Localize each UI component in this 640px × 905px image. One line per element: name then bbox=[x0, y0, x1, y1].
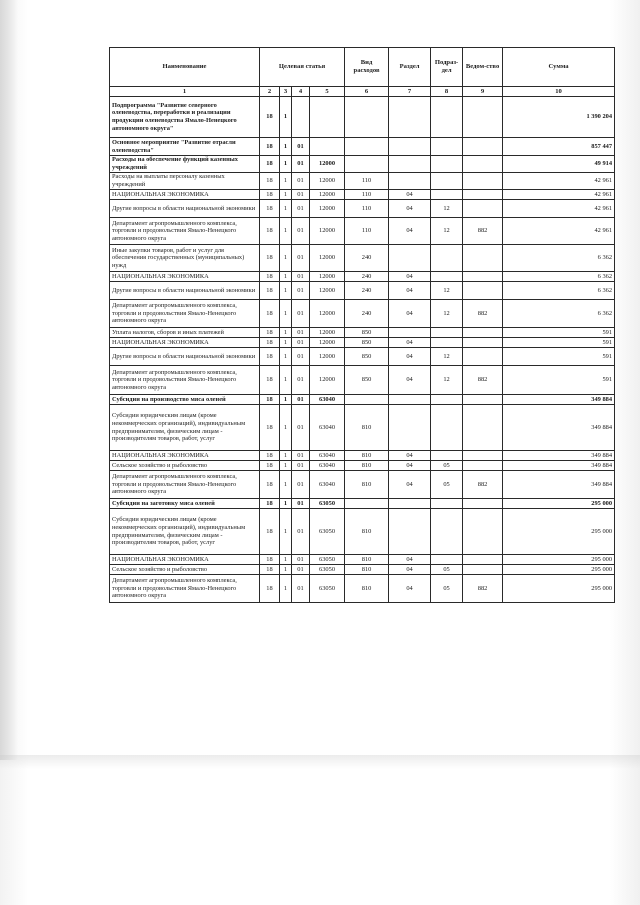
target-code-program: 18 bbox=[260, 405, 280, 451]
expense-type: 110 bbox=[345, 200, 389, 218]
target-code-program: 18 bbox=[260, 509, 280, 555]
target-code-subprogram: 1 bbox=[280, 366, 292, 395]
subsection-code: 05 bbox=[431, 471, 463, 499]
table-row bbox=[110, 348, 615, 366]
amount: 6 362 bbox=[503, 300, 615, 328]
target-code-subprogram: 1 bbox=[280, 471, 292, 499]
expense-type: 810 bbox=[345, 565, 389, 575]
amount: 591 bbox=[503, 366, 615, 395]
target-code-direction: 12000 bbox=[310, 200, 345, 218]
target-code-subprogram: 1 bbox=[280, 190, 292, 200]
expense-type bbox=[345, 97, 389, 138]
section-code bbox=[389, 395, 431, 405]
table-row bbox=[110, 138, 615, 156]
department-code bbox=[463, 190, 503, 200]
row-name: Другие вопросы в области национальной экономики bbox=[110, 200, 260, 218]
table-row bbox=[110, 272, 615, 282]
target-code-event: 01 bbox=[292, 300, 310, 328]
target-code-program: 18 bbox=[260, 190, 280, 200]
target-code-direction: 12000 bbox=[310, 348, 345, 366]
department-code bbox=[463, 348, 503, 366]
row-name: Департамент агропромышленного комплекса, торговли и продовольствия Ямало-Ненецкого автономного округа bbox=[110, 575, 260, 603]
target-code-direction: 63040 bbox=[310, 471, 345, 499]
target-code-subprogram: 1 bbox=[280, 138, 292, 156]
expense-type: 240 bbox=[345, 245, 389, 272]
row-name: Иные закупки товаров, работ и услуг для обеспечения государственных (муниципальных) нужд bbox=[110, 245, 260, 272]
amount: 49 914 bbox=[503, 156, 615, 173]
target-code-direction bbox=[310, 97, 345, 138]
department-code bbox=[463, 97, 503, 138]
subsection-code: 12 bbox=[431, 200, 463, 218]
target-code-direction: 63050 bbox=[310, 575, 345, 603]
target-code-subprogram: 1 bbox=[280, 300, 292, 328]
table-row bbox=[110, 282, 615, 300]
subsection-code bbox=[431, 156, 463, 173]
expense-type: 810 bbox=[345, 471, 389, 499]
row-name: Субсидии юридическим лицам (кроме некоммерческих организаций), индивидуальным предпринимателям, физическим лицам - производителям товаров, работ, услуг bbox=[110, 405, 260, 451]
target-code-subprogram: 1 bbox=[280, 565, 292, 575]
department-code bbox=[463, 509, 503, 555]
target-code-event: 01 bbox=[292, 173, 310, 190]
section-code: 04 bbox=[389, 190, 431, 200]
expense-type bbox=[345, 499, 389, 509]
target-code-event: 01 bbox=[292, 272, 310, 282]
col-number: 5 bbox=[310, 87, 345, 97]
table-row bbox=[110, 451, 615, 461]
section-code bbox=[389, 499, 431, 509]
table-row bbox=[110, 555, 615, 565]
subsection-code: 12 bbox=[431, 218, 463, 245]
section-code: 04 bbox=[389, 461, 431, 471]
expense-type bbox=[345, 156, 389, 173]
target-code-direction bbox=[310, 138, 345, 156]
department-code bbox=[463, 395, 503, 405]
section-code: 04 bbox=[389, 451, 431, 461]
header-podrazdel: Подраз-дел bbox=[431, 48, 463, 87]
target-code-subprogram: 1 bbox=[280, 272, 292, 282]
row-name: Субсидии на производство мяса оленей bbox=[110, 395, 260, 405]
subsection-code bbox=[431, 405, 463, 451]
col-number: 6 bbox=[345, 87, 389, 97]
expense-type: 810 bbox=[345, 461, 389, 471]
target-code-event: 01 bbox=[292, 555, 310, 565]
department-code bbox=[463, 245, 503, 272]
target-code-program: 18 bbox=[260, 451, 280, 461]
target-code-subprogram: 1 bbox=[280, 575, 292, 603]
subsection-code bbox=[431, 328, 463, 338]
amount: 349 884 bbox=[503, 395, 615, 405]
expense-type: 810 bbox=[345, 405, 389, 451]
target-code-subprogram: 1 bbox=[280, 200, 292, 218]
department-code bbox=[463, 461, 503, 471]
row-name: Департамент агропромышленного комплекса, торговли и продовольствия Ямало-Ненецкого автономного округа bbox=[110, 366, 260, 395]
department-code bbox=[463, 138, 503, 156]
amount: 6 362 bbox=[503, 282, 615, 300]
col-number: 4 bbox=[292, 87, 310, 97]
target-code-subprogram: 1 bbox=[280, 509, 292, 555]
section-code bbox=[389, 173, 431, 190]
department-code: 882 bbox=[463, 575, 503, 603]
row-name: Департамент агропромышленного комплекса, торговли и продовольствия Ямало-Ненецкого автономного округа bbox=[110, 471, 260, 499]
target-code-direction: 12000 bbox=[310, 282, 345, 300]
department-code bbox=[463, 173, 503, 190]
expense-type: 810 bbox=[345, 451, 389, 461]
target-code-program: 18 bbox=[260, 97, 280, 138]
department-code bbox=[463, 338, 503, 348]
row-name: Основное мероприятие "Развитие отрасли оленеводства" bbox=[110, 138, 260, 156]
expense-type: 850 bbox=[345, 366, 389, 395]
header-vedomstvo: Ведом-ство bbox=[463, 48, 503, 87]
subsection-code: 12 bbox=[431, 348, 463, 366]
subsection-code: 12 bbox=[431, 282, 463, 300]
table-row bbox=[110, 338, 615, 348]
target-code-subprogram: 1 bbox=[280, 218, 292, 245]
section-code bbox=[389, 328, 431, 338]
col-number: 10 bbox=[503, 87, 615, 97]
expense-type bbox=[345, 138, 389, 156]
target-code-direction: 63050 bbox=[310, 509, 345, 555]
target-code-program: 18 bbox=[260, 471, 280, 499]
amount: 295 000 bbox=[503, 565, 615, 575]
amount: 6 362 bbox=[503, 272, 615, 282]
scan-bottom-shadow bbox=[0, 755, 640, 769]
amount: 349 884 bbox=[503, 451, 615, 461]
row-name: НАЦИОНАЛЬНАЯ ЭКОНОМИКА bbox=[110, 555, 260, 565]
row-name: Департамент агропромышленного комплекса, торговли и продовольствия Ямало-Ненецкого автономного округа bbox=[110, 218, 260, 245]
target-code-direction: 63050 bbox=[310, 555, 345, 565]
table-row bbox=[110, 245, 615, 272]
header-vid: Вид расходов bbox=[345, 48, 389, 87]
amount: 591 bbox=[503, 328, 615, 338]
target-code-event: 01 bbox=[292, 451, 310, 461]
col-number: 8 bbox=[431, 87, 463, 97]
row-name: Другие вопросы в области национальной экономики bbox=[110, 348, 260, 366]
target-code-program: 18 bbox=[260, 555, 280, 565]
target-code-direction: 12000 bbox=[310, 156, 345, 173]
target-code-subprogram: 1 bbox=[280, 555, 292, 565]
target-code-direction: 63040 bbox=[310, 461, 345, 471]
department-code: 882 bbox=[463, 471, 503, 499]
table-row bbox=[110, 471, 615, 499]
subsection-code bbox=[431, 555, 463, 565]
target-code-program: 18 bbox=[260, 499, 280, 509]
expense-type: 850 bbox=[345, 348, 389, 366]
expense-type: 850 bbox=[345, 338, 389, 348]
table-row bbox=[110, 173, 615, 190]
target-code-event: 01 bbox=[292, 190, 310, 200]
subsection-code bbox=[431, 499, 463, 509]
row-name: Сельское хозяйство и рыболовство bbox=[110, 461, 260, 471]
table-row bbox=[110, 97, 615, 138]
target-code-event bbox=[292, 97, 310, 138]
target-code-event: 01 bbox=[292, 338, 310, 348]
department-code bbox=[463, 156, 503, 173]
header-summa: Сумма bbox=[503, 48, 615, 87]
department-code bbox=[463, 405, 503, 451]
target-code-event: 01 bbox=[292, 509, 310, 555]
target-code-event: 01 bbox=[292, 200, 310, 218]
target-code-event: 01 bbox=[292, 282, 310, 300]
table-row bbox=[110, 405, 615, 451]
subsection-code bbox=[431, 173, 463, 190]
department-code bbox=[463, 272, 503, 282]
amount: 349 884 bbox=[503, 405, 615, 451]
expense-type: 110 bbox=[345, 218, 389, 245]
amount: 42 961 bbox=[503, 173, 615, 190]
subsection-code: 05 bbox=[431, 461, 463, 471]
target-code-subprogram: 1 bbox=[280, 461, 292, 471]
col-number: 7 bbox=[389, 87, 431, 97]
row-name: НАЦИОНАЛЬНАЯ ЭКОНОМИКА bbox=[110, 190, 260, 200]
row-name: Департамент агропромышленного комплекса, торговли и продовольствия Ямало-Ненецкого автономного округа bbox=[110, 300, 260, 328]
target-code-direction: 63040 bbox=[310, 395, 345, 405]
subsection-code bbox=[431, 138, 463, 156]
amount: 42 961 bbox=[503, 190, 615, 200]
amount: 349 884 bbox=[503, 461, 615, 471]
target-code-direction: 63040 bbox=[310, 451, 345, 461]
subsection-code bbox=[431, 395, 463, 405]
amount: 295 000 bbox=[503, 499, 615, 509]
expense-type: 240 bbox=[345, 272, 389, 282]
target-code-event: 01 bbox=[292, 395, 310, 405]
table-row bbox=[110, 395, 615, 405]
table-row bbox=[110, 509, 615, 555]
target-code-program: 18 bbox=[260, 575, 280, 603]
row-name: Другие вопросы в области национальной экономики bbox=[110, 282, 260, 300]
department-code: 882 bbox=[463, 366, 503, 395]
section-code: 04 bbox=[389, 366, 431, 395]
target-code-subprogram: 1 bbox=[280, 338, 292, 348]
table-row bbox=[110, 575, 615, 603]
target-code-direction: 63050 bbox=[310, 499, 345, 509]
target-code-direction: 12000 bbox=[310, 338, 345, 348]
target-code-direction: 12000 bbox=[310, 366, 345, 395]
amount: 42 961 bbox=[503, 200, 615, 218]
section-code: 04 bbox=[389, 555, 431, 565]
section-code: 04 bbox=[389, 218, 431, 245]
subsection-code: 05 bbox=[431, 565, 463, 575]
target-code-event: 01 bbox=[292, 328, 310, 338]
target-code-event: 01 bbox=[292, 499, 310, 509]
target-code-event: 01 bbox=[292, 138, 310, 156]
section-code: 04 bbox=[389, 338, 431, 348]
expense-type: 240 bbox=[345, 282, 389, 300]
target-code-program: 18 bbox=[260, 200, 280, 218]
table-row bbox=[110, 300, 615, 328]
target-code-program: 18 bbox=[260, 338, 280, 348]
target-code-event: 01 bbox=[292, 156, 310, 173]
row-name: НАЦИОНАЛЬНАЯ ЭКОНОМИКА bbox=[110, 451, 260, 461]
target-code-event: 01 bbox=[292, 575, 310, 603]
subsection-code bbox=[431, 509, 463, 555]
amount: 591 bbox=[503, 338, 615, 348]
section-code: 04 bbox=[389, 200, 431, 218]
department-code bbox=[463, 451, 503, 461]
section-code: 04 bbox=[389, 348, 431, 366]
target-code-program: 18 bbox=[260, 300, 280, 328]
row-name: Субсидии на заготовку мяса оленей bbox=[110, 499, 260, 509]
subsection-code bbox=[431, 245, 463, 272]
target-code-program: 18 bbox=[260, 395, 280, 405]
table-row bbox=[110, 499, 615, 509]
section-code bbox=[389, 509, 431, 555]
target-code-program: 18 bbox=[260, 173, 280, 190]
subsection-code: 12 bbox=[431, 366, 463, 395]
row-name: Сельское хозяйство и рыболовство bbox=[110, 565, 260, 575]
department-code: 882 bbox=[463, 300, 503, 328]
section-code bbox=[389, 138, 431, 156]
budget-table bbox=[109, 47, 615, 603]
target-code-program: 18 bbox=[260, 272, 280, 282]
expense-type: 240 bbox=[345, 300, 389, 328]
expense-type: 850 bbox=[345, 328, 389, 338]
expense-type: 810 bbox=[345, 509, 389, 555]
section-code: 04 bbox=[389, 300, 431, 328]
subsection-code: 12 bbox=[431, 300, 463, 328]
department-code bbox=[463, 328, 503, 338]
section-code bbox=[389, 156, 431, 173]
row-name: Расходы на обеспечение функций казенных учреждений bbox=[110, 156, 260, 173]
table-row bbox=[110, 156, 615, 173]
row-name: Субсидии юридическим лицам (кроме некоммерческих организаций), индивидуальным предпринимателям, физическим лицам - производителям товаров, работ, услуг bbox=[110, 509, 260, 555]
amount: 295 000 bbox=[503, 509, 615, 555]
table-body bbox=[110, 97, 615, 603]
section-code: 04 bbox=[389, 565, 431, 575]
row-name: Расходы на выплаты персоналу казенных учреждений bbox=[110, 173, 260, 190]
target-code-subprogram: 1 bbox=[280, 405, 292, 451]
target-code-direction: 12000 bbox=[310, 245, 345, 272]
target-code-subprogram: 1 bbox=[280, 395, 292, 405]
target-code-program: 18 bbox=[260, 156, 280, 173]
subsection-code: 05 bbox=[431, 575, 463, 603]
department-code bbox=[463, 200, 503, 218]
table-row bbox=[110, 328, 615, 338]
table-row bbox=[110, 190, 615, 200]
row-name: НАЦИОНАЛЬНАЯ ЭКОНОМИКА bbox=[110, 338, 260, 348]
header-razdel: Раздел bbox=[389, 48, 431, 87]
target-code-program: 18 bbox=[260, 328, 280, 338]
target-code-direction: 12000 bbox=[310, 272, 345, 282]
section-code: 04 bbox=[389, 272, 431, 282]
target-code-program: 18 bbox=[260, 348, 280, 366]
target-code-subprogram: 1 bbox=[280, 97, 292, 138]
target-code-event: 01 bbox=[292, 565, 310, 575]
department-code bbox=[463, 555, 503, 565]
target-code-program: 18 bbox=[260, 138, 280, 156]
subsection-code bbox=[431, 451, 463, 461]
target-code-direction: 12000 bbox=[310, 173, 345, 190]
table-row bbox=[110, 200, 615, 218]
col-number: 2 bbox=[260, 87, 280, 97]
expense-type: 110 bbox=[345, 173, 389, 190]
scan-edge-shadow bbox=[0, 0, 18, 760]
department-code bbox=[463, 565, 503, 575]
department-code: 882 bbox=[463, 218, 503, 245]
target-code-direction: 63050 bbox=[310, 565, 345, 575]
section-code bbox=[389, 245, 431, 272]
table-row bbox=[110, 366, 615, 395]
department-code bbox=[463, 499, 503, 509]
table-row bbox=[110, 565, 615, 575]
section-code bbox=[389, 97, 431, 138]
target-code-program: 18 bbox=[260, 245, 280, 272]
col-number: 1 bbox=[110, 87, 260, 97]
target-code-direction: 12000 bbox=[310, 190, 345, 200]
amount: 42 961 bbox=[503, 218, 615, 245]
table-row bbox=[110, 461, 615, 471]
target-code-event: 01 bbox=[292, 461, 310, 471]
target-code-direction: 12000 bbox=[310, 300, 345, 328]
target-code-program: 18 bbox=[260, 366, 280, 395]
subsection-code bbox=[431, 338, 463, 348]
subsection-code bbox=[431, 97, 463, 138]
header-name: Наименование bbox=[110, 48, 260, 87]
amount: 6 362 bbox=[503, 245, 615, 272]
target-code-subprogram: 1 bbox=[280, 156, 292, 173]
target-code-program: 18 bbox=[260, 282, 280, 300]
target-code-program: 18 bbox=[260, 461, 280, 471]
section-code: 04 bbox=[389, 575, 431, 603]
expense-type: 810 bbox=[345, 575, 389, 603]
row-name: НАЦИОНАЛЬНАЯ ЭКОНОМИКА bbox=[110, 272, 260, 282]
col-number: 9 bbox=[463, 87, 503, 97]
section-code: 04 bbox=[389, 282, 431, 300]
amount: 349 884 bbox=[503, 471, 615, 499]
target-code-subprogram: 1 bbox=[280, 245, 292, 272]
target-code-subprogram: 1 bbox=[280, 282, 292, 300]
target-code-event: 01 bbox=[292, 366, 310, 395]
target-code-subprogram: 1 bbox=[280, 348, 292, 366]
expense-type bbox=[345, 395, 389, 405]
subsection-code bbox=[431, 190, 463, 200]
department-code bbox=[463, 282, 503, 300]
target-code-event: 01 bbox=[292, 218, 310, 245]
section-code bbox=[389, 405, 431, 451]
header-row bbox=[110, 48, 615, 87]
amount: 857 447 bbox=[503, 138, 615, 156]
target-code-subprogram: 1 bbox=[280, 328, 292, 338]
target-code-direction: 12000 bbox=[310, 218, 345, 245]
row-name: Уплата налогов, сборов и иных платежей bbox=[110, 328, 260, 338]
target-code-subprogram: 1 bbox=[280, 499, 292, 509]
target-code-event: 01 bbox=[292, 245, 310, 272]
target-code-event: 01 bbox=[292, 471, 310, 499]
amount: 295 000 bbox=[503, 555, 615, 565]
target-code-program: 18 bbox=[260, 565, 280, 575]
target-code-event: 01 bbox=[292, 405, 310, 451]
amount: 295 000 bbox=[503, 575, 615, 603]
amount: 1 390 204 bbox=[503, 97, 615, 138]
amount: 591 bbox=[503, 348, 615, 366]
col-number: 3 bbox=[280, 87, 292, 97]
target-code-subprogram: 1 bbox=[280, 173, 292, 190]
target-code-direction: 12000 bbox=[310, 328, 345, 338]
expense-type: 110 bbox=[345, 190, 389, 200]
section-code: 04 bbox=[389, 471, 431, 499]
header-target: Целевая статья bbox=[260, 48, 345, 87]
table-row bbox=[110, 218, 615, 245]
target-code-event: 01 bbox=[292, 348, 310, 366]
subsection-code bbox=[431, 272, 463, 282]
expense-type: 810 bbox=[345, 555, 389, 565]
target-code-subprogram: 1 bbox=[280, 451, 292, 461]
target-code-program: 18 bbox=[260, 218, 280, 245]
row-name: Подпрограмма "Развитие северного оленеводства, переработки и реализации продукции оленеводства Ямало-Ненецкого автономного округа" bbox=[110, 97, 260, 138]
column-number-row bbox=[110, 87, 615, 97]
target-code-direction: 63040 bbox=[310, 405, 345, 451]
